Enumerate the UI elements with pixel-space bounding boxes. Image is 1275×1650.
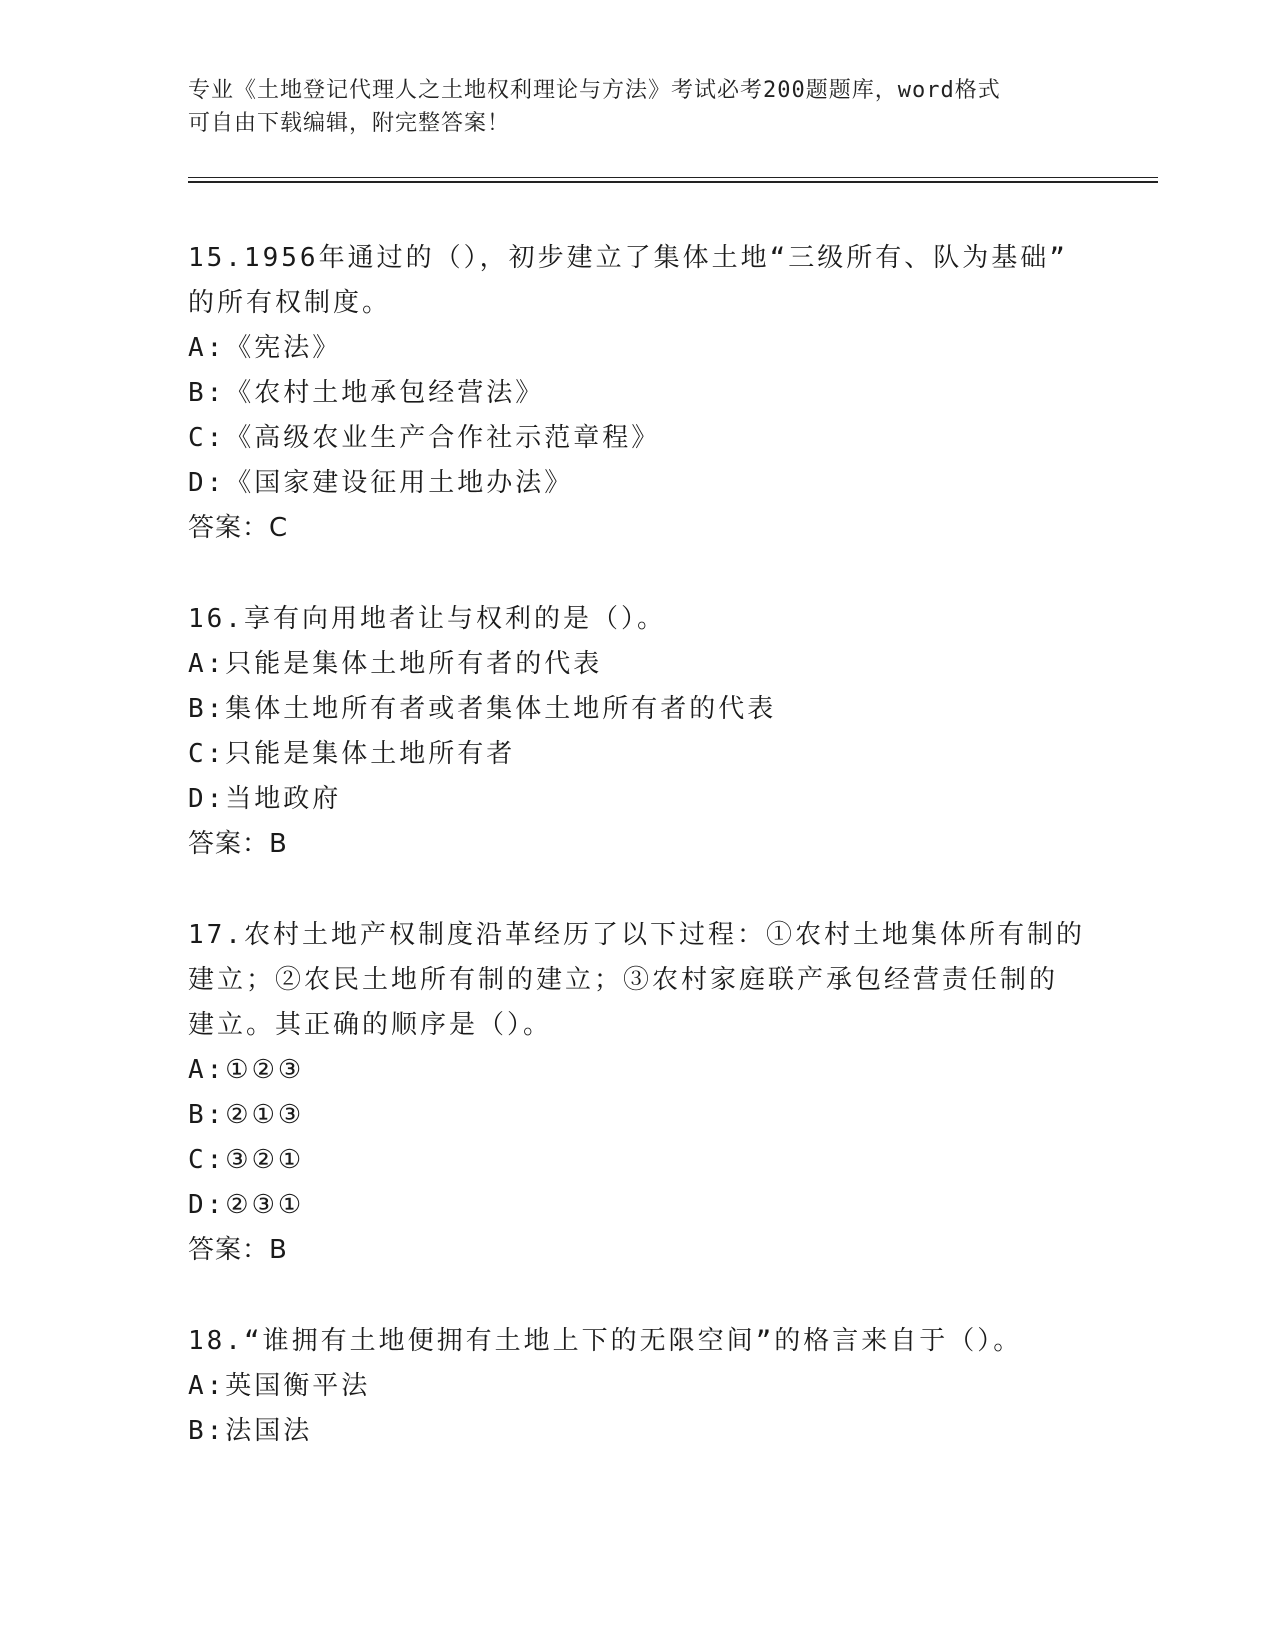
option-a: A:英国衡平法 (188, 1371, 371, 1401)
option-d: D:《国家建设征用土地办法》 (188, 468, 574, 498)
answer-line: 答案：C (188, 513, 289, 543)
header-divider-thin (188, 177, 1158, 178)
option-b: B:《农村土地承包经营法》 (188, 378, 545, 408)
answer-line: 答案：B (188, 829, 288, 859)
option-c: C:《高级农业生产合作社示范章程》 (188, 423, 661, 453)
answer-line: 答案：B (188, 1235, 288, 1265)
header-line-1: 专业《土地登记代理人之土地权利理论与方法》考试必考200题题库，word格式 (188, 78, 1001, 103)
question-stem: 建立。其正确的顺序是（）。 (188, 1010, 553, 1040)
question-15 (188, 236, 1088, 551)
question-stem: 18.“谁拥有土地便拥有土地上下的无限空间”的格言来自于（）。 (188, 1326, 1023, 1356)
question-stem: 的所有权制度。 (188, 288, 392, 318)
header-divider-thick (188, 181, 1158, 183)
option-d: D:②③① (188, 1190, 305, 1220)
option-d: D:当地政府 (188, 784, 342, 814)
question-17 (188, 913, 1088, 1273)
header-line-2: 可自由下载编辑，附完整答案！ (188, 111, 511, 136)
option-b: B:集体土地所有者或者集体土地所有者的代表 (188, 694, 777, 724)
option-a: A:只能是集体土地所有者的代表 (188, 649, 603, 679)
option-a: A:①②③ (188, 1055, 305, 1085)
option-b: B:②①③ (188, 1100, 305, 1130)
question-18 (188, 1319, 1088, 1454)
question-stem: 17.农村土地产权制度沿革经历了以下过程：①农村土地集体所有制的 (188, 920, 1085, 950)
option-b: B:法国法 (188, 1416, 313, 1446)
document-header (188, 74, 1088, 140)
option-c: C:③②① (188, 1145, 305, 1175)
question-stem: 15.1956年通过的（），初步建立了集体土地“三级所有、队为基础” (188, 243, 1068, 273)
question-list (188, 236, 1088, 1500)
question-16 (188, 597, 1088, 867)
option-a: A:《宪法》 (188, 333, 342, 363)
question-stem: 建立；②农民土地所有制的建立；③农村家庭联产承包经营责任制的 (188, 965, 1059, 995)
question-stem: 16.享有向用地者让与权利的是（）。 (188, 604, 666, 634)
option-c: C:只能是集体土地所有者 (188, 739, 516, 769)
